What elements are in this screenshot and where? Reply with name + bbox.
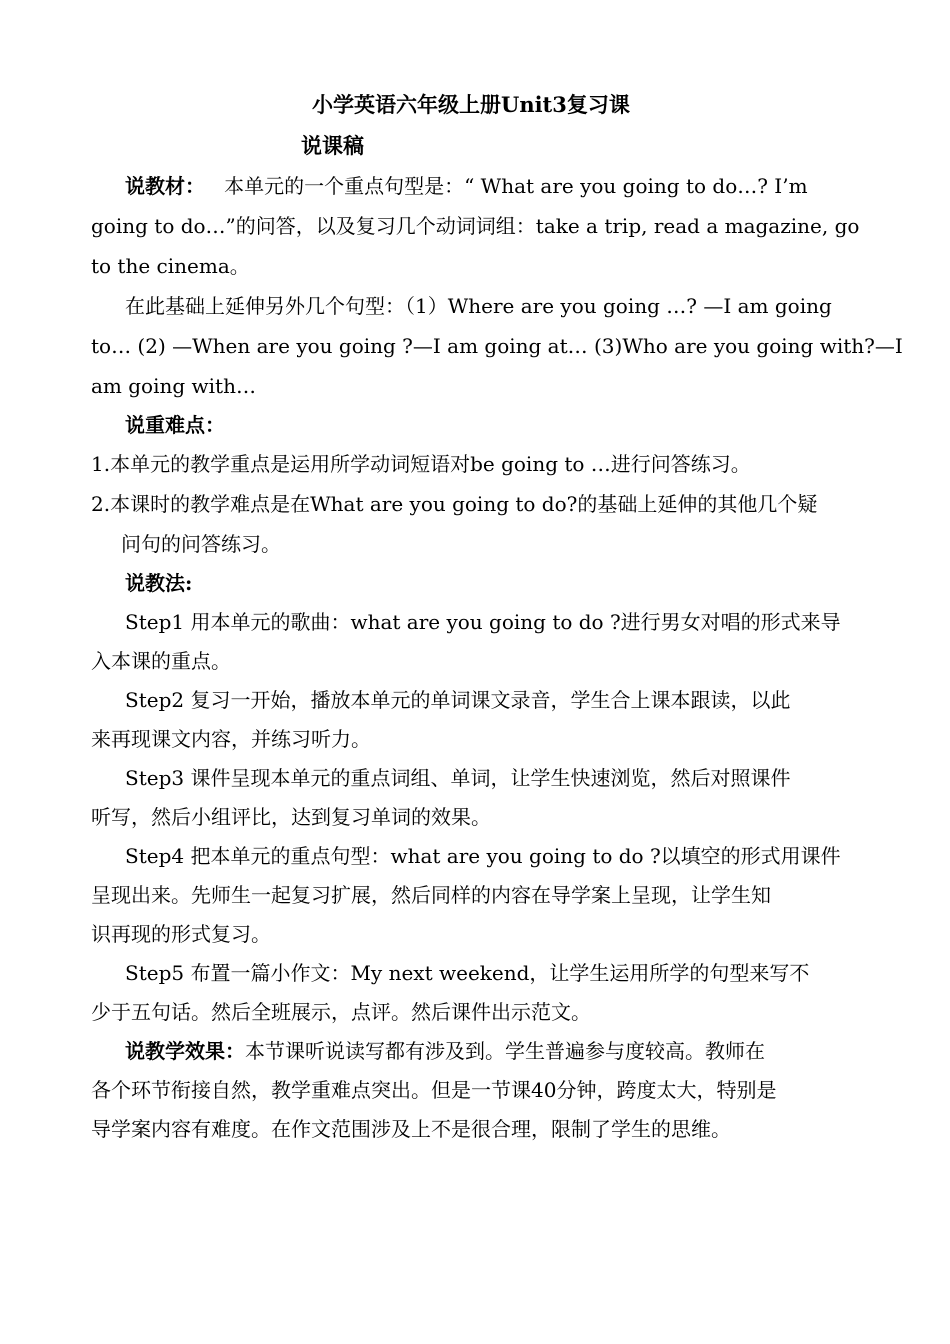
paragraph-line: going to do…”的问答，以及复习几个动词词组：take a trip, read a magazine, go [91, 214, 860, 238]
step-line: 入本课的重点。 [91, 649, 231, 673]
paragraph-text: 本节课听说读写都有涉及到。学生普遍参与度较高。教师在 [245, 1039, 765, 1063]
paragraph-line: 导学案内容有难度。在作文范围涉及上不是很合理，限制了学生的思维。 [91, 1117, 731, 1141]
paragraph-line: 各个环节衔接自然，教学重难点突出。但是一节课40分钟，跨度太大，特别是 [91, 1078, 777, 1102]
step-line: Step3 课件呈现本单元的重点词组、单词，让学生快速浏览，然后对照课件 [125, 766, 791, 790]
step-line: Step2 复习一开始，播放本单元的单词课文录音，学生合上课本跟读，以此 [125, 688, 791, 712]
section-method-heading: 说教法: [125, 571, 193, 595]
paragraph-line: am going with… [91, 374, 256, 398]
step-line: 呈现出来。先师生一起复习扩展，然后同样的内容在导学案上呈现，让学生知 [91, 883, 771, 907]
paragraph-line: to the cinema。 [91, 254, 250, 278]
step-line: Step1 用本单元的歌曲：what are you going to do ?进行男女对唱的形式来导 [125, 610, 841, 634]
step-line: 识再现的形式复习。 [91, 922, 271, 946]
paragraph-line: to… (2) —When are you going ?—I am going at… (3)Who are you going with?—I [91, 334, 903, 358]
section-key-points-heading: 说重难点： [125, 413, 225, 437]
section-effect-line-1 [125, 1037, 765, 1065]
document-subtitle: 说课稿 [301, 133, 364, 158]
document-title: 小学英语六年级上册Unit3复习课 [312, 92, 630, 117]
list-item: 2.本课时的教学难点是在What are you going to do?的基础上延伸的其他几个疑 [91, 492, 818, 516]
section-textbook-line-1 [125, 172, 808, 200]
list-item: 1.本单元的教学重点是运用所学动词短语对be going to …进行问答练习。 [91, 452, 751, 476]
list-item-continuation: 问句的问答练习。 [121, 532, 281, 556]
section-effect-heading: 说教学效果： [125, 1039, 245, 1063]
paragraph-text: 本单元的一个重点句型是：“ What are you going to do…? I’m [224, 174, 808, 198]
step-line: 来再现课文内容，并练习听力。 [91, 727, 371, 751]
step-line: 听写，然后小组评比，达到复习单词的效果。 [91, 805, 491, 829]
step-line: Step5 布置一篇小作文：My next weekend，让学生运用所学的句型来写不 [125, 961, 810, 985]
step-line: Step4 把本单元的重点句型：what are you going to do ?以填空的形式用课件 [125, 844, 841, 868]
paragraph-line: 在此基础上延伸另外几个句型：（1）Where are you going …? —I am going [125, 294, 832, 318]
step-line: 少于五句话。然后全班展示，点评。然后课件出示范文。 [91, 1000, 591, 1024]
section-textbook-heading: 说教材： [125, 174, 205, 198]
